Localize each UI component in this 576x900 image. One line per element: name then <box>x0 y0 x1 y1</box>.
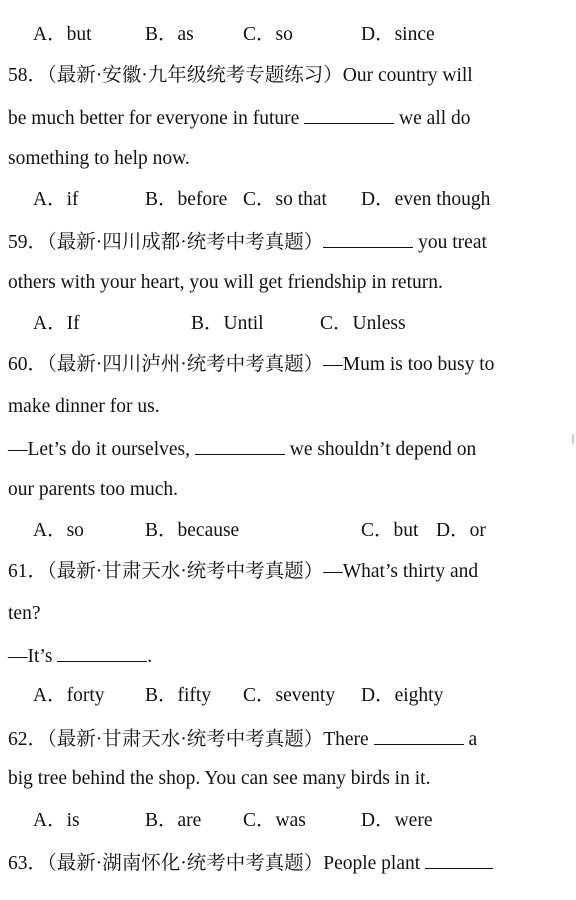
q58-option-d: D．even though <box>361 189 491 210</box>
q58-stem-line3: something to help now. <box>8 148 190 169</box>
q62-option-c: C．was <box>243 810 306 831</box>
answer-blank <box>304 105 394 124</box>
q62-stem-line2: big tree behind the shop. You can see many birds in it. <box>8 768 431 789</box>
answer-blank <box>323 229 413 248</box>
answer-blank <box>425 850 493 869</box>
q59-stem-line2: others with your heart, you will get friendship in return. <box>8 272 443 293</box>
q61-option-a: A．forty <box>33 685 105 706</box>
q60-option-c: C．but <box>361 520 419 541</box>
q61-option-b: B．fifty <box>145 685 212 706</box>
q61-stem-line2: ten? <box>8 603 41 624</box>
q59-option-c: C．Unless <box>320 313 406 334</box>
q61-option-d: D．eighty <box>361 685 444 706</box>
answer-blank <box>195 436 285 455</box>
q60-option-d: D．or <box>436 520 486 541</box>
q60-stem-line2: make dinner for us. <box>8 396 160 417</box>
q59-stem-line1: 59．（最新·四川成都·统考中考真题） you treat <box>8 229 487 253</box>
q58-option-c: C．so that <box>243 189 327 210</box>
q57-option-d: D．since <box>361 24 435 45</box>
q60-stem-line3: —Let’s do it ourselves, we shouldn’t depend on <box>8 436 476 460</box>
answer-blank <box>374 726 464 745</box>
q57-option-a: A．but <box>33 24 92 45</box>
q60-option-b: B．because <box>145 520 240 541</box>
q63-stem-line1: 63．（最新·湖南怀化·统考中考真题）People plant <box>8 850 493 874</box>
q57-option-b: B．as <box>145 24 194 45</box>
answer-blank <box>57 643 147 662</box>
q58-option-b: B．before <box>145 189 228 210</box>
q58-option-a: A．if <box>33 189 79 210</box>
q60-stem-line1: 60．（最新·四川泸州·统考中考真题）—Mum is too busy to <box>8 354 495 375</box>
q61-stem-line1: 61．（最新·甘肃天水·统考中考真题）—What’s thirty and <box>8 561 479 582</box>
edge-mark <box>572 434 574 444</box>
q62-option-a: A．is <box>33 810 80 831</box>
q59-option-a: A．If <box>33 313 80 334</box>
q60-option-a: A．so <box>33 520 84 541</box>
q62-stem-line1: 62．（最新·甘肃天水·统考中考真题）There a <box>8 726 477 750</box>
q60-stem-line4: our parents too much. <box>8 479 179 500</box>
q62-option-b: B．are <box>145 810 202 831</box>
q61-option-c: C．seventy <box>243 685 336 706</box>
q58-stem-line2: be much better for everyone in future we all do <box>8 105 471 129</box>
q58-stem-line1: 58．（最新·安徽·九年级统考专题练习）Our country will <box>8 65 473 86</box>
q59-option-b: B．Until <box>191 313 264 334</box>
q57-option-c: C．so <box>243 24 293 45</box>
q62-option-d: D．were <box>361 810 433 831</box>
q61-stem-line3: —It’s . <box>8 643 152 667</box>
